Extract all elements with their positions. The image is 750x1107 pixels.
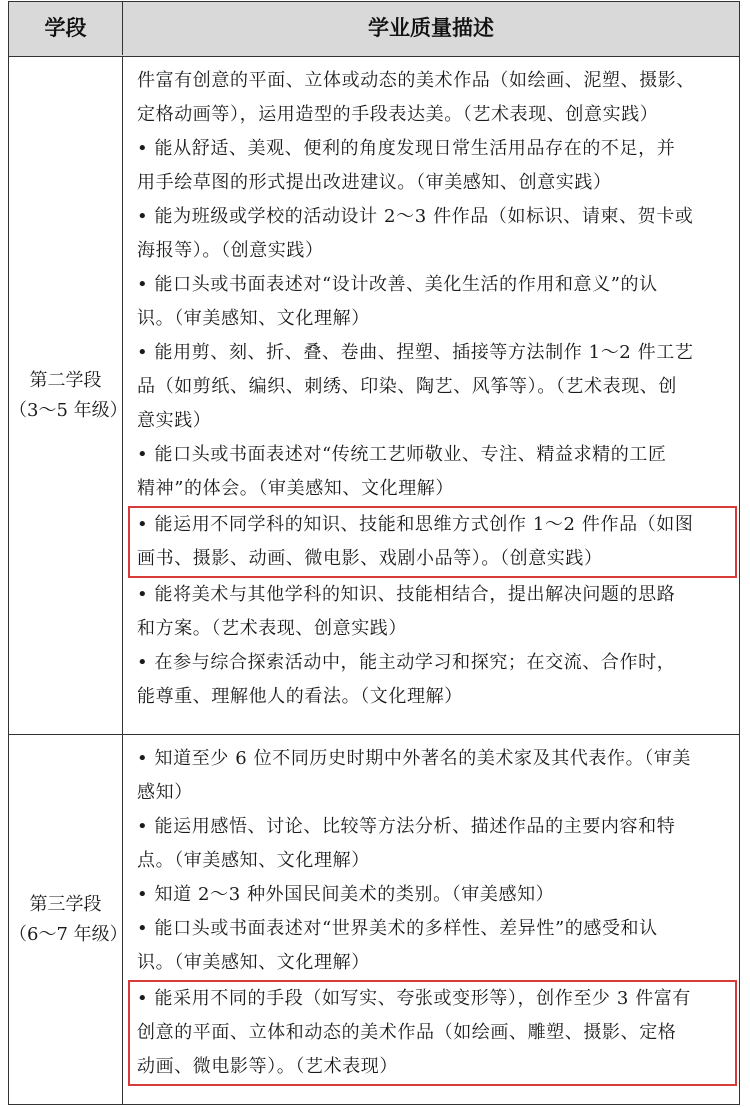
description-item: • 能运用感悟、讨论、比较等方法分析、描述作品的主要内容和特 点。（审美感知、文化理解）: [137, 816, 676, 871]
description-item: • 能从舒适、美观、便利的角度发现日常生活用品存在的不足，并 用手绘草图的形式提出改进建议。（审美感知、创意实践）: [137, 138, 676, 193]
table-header-row: [9, 2, 739, 57]
description-cell: [123, 57, 739, 734]
description-item: • 能将美术与其他学科的知识、技能相结合，提出解决问题的思路 和方案。（艺术表现、创意实践）: [137, 584, 676, 639]
stage-grades: （3～5 年级）: [9, 399, 128, 421]
description-item: • 能为班级或学校的活动设计 2～3 件作品（如标识、请柬、贺卡或 海报等）。（创意实践）: [137, 206, 694, 261]
stage-section-2: [9, 57, 739, 735]
stage-section-3: [9, 735, 739, 1104]
description-item: • 在参与综合探索活动中，能主动学习和探究；在交流、合作时， 能尊重、理解他人的看法。（文化理解）: [137, 652, 676, 707]
stage-name: 第三学段: [29, 893, 102, 915]
description-item: 件富有创意的平面、立体或动态的美术作品（如绘画、泥塑、摄影、 定格动画等），运用造型的手段表达美。（艺术表现、创意实践）: [137, 70, 695, 125]
stage-grades: （6～7 年级）: [9, 923, 128, 945]
stage-cell: [9, 57, 128, 734]
highlighted-description-item: • 能采用不同的手段（如写实、夸张或变形等），创作至少 3 件富有 创意的平面、立体和动态的美术作品（如绘画、雕塑、摄影、定格 动画、微电影等）。（艺术表现）: [128, 980, 737, 1086]
quality-table: [8, 1, 740, 1105]
description-item: • 能口头或书面表述对“传统工艺师敬业、专注、精益求精的工匠 精神”的体会。（审美感知、文化理解）: [137, 444, 667, 499]
description-item: • 能用剪、刻、折、叠、卷曲、捏塑、插接等方法制作 1～2 件工艺 品（如剪纸、编织、刺绣、印染、陶艺、风筝等）。（艺术表现、创 意实践）: [137, 342, 694, 431]
stage-name: 第二学段: [29, 369, 102, 391]
header-stage: 学段: [9, 2, 123, 55]
description-item: • 知道至少 6 位不同历史时期中外著名的美术家及其代表作。（审美 感知）: [137, 748, 692, 803]
description-item: • 知道 2～3 种外国民间美术的类别。（审美感知）: [137, 884, 555, 905]
highlighted-description-item: • 能运用不同学科的知识、技能和思维方式创作 1～2 件作品（如图 画书、摄影、动画、微电影、戏剧小品等）。（创意实践）: [128, 506, 737, 578]
description-item: • 能口头或书面表述对“设计改善、美化生活的作用和意义”的认 识。（审美感知、文化理解）: [137, 274, 658, 329]
stage-cell: [9, 735, 128, 1104]
description-item: • 能口头或书面表述对“世界美术的多样性、差异性”的感受和认 识。（审美感知、文化理解）: [137, 918, 658, 973]
header-description: 学业质量描述: [368, 16, 494, 40]
description-cell: [123, 735, 739, 1104]
